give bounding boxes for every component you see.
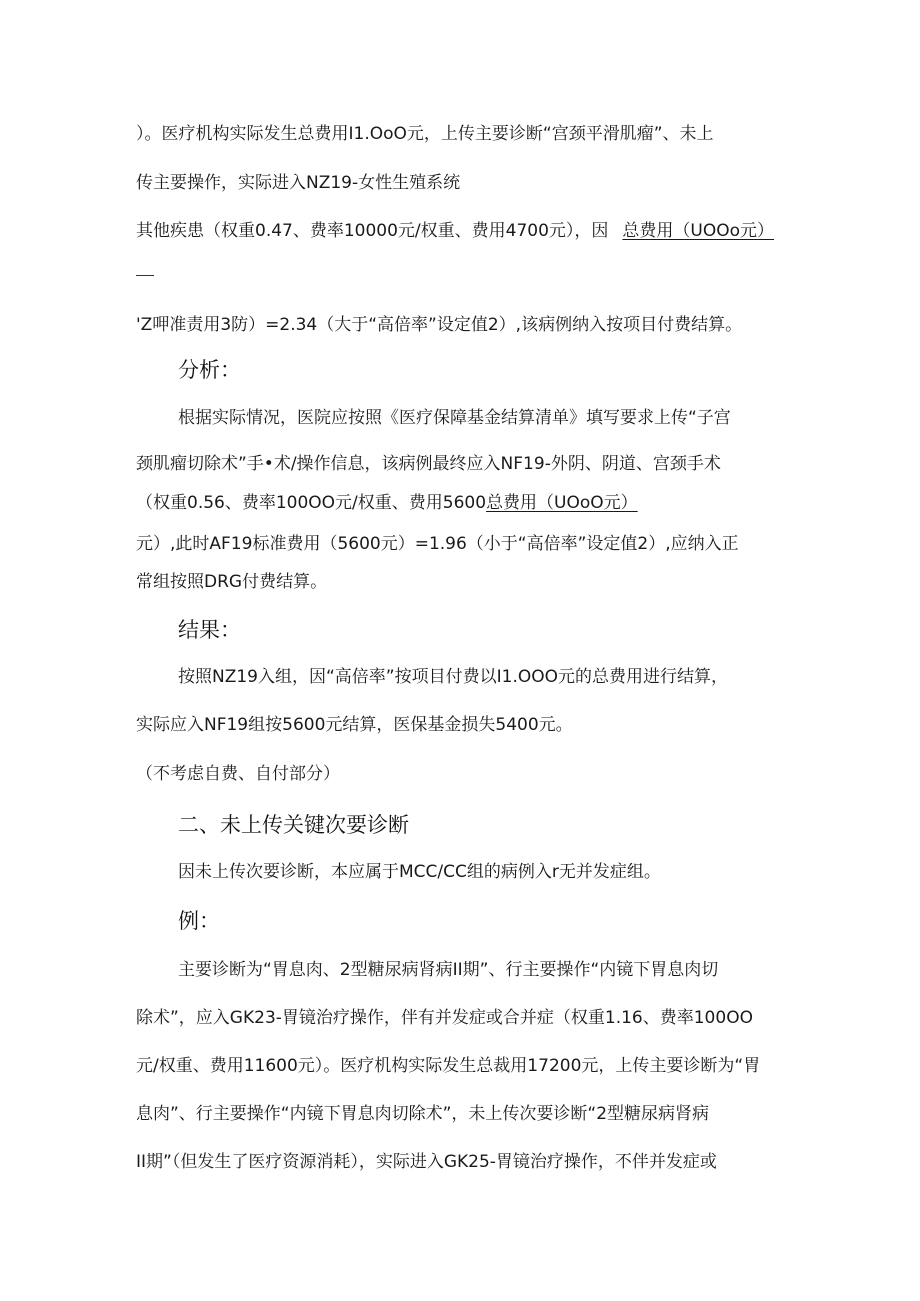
body-text-line: 根据实际情况，医院应按照《医疗保障基金结算清单》填写要求上传“子宫 <box>178 408 731 428</box>
body-text-line: 除术”，应入GK23-胃镜治疗操作，伴有并发症或合并症（权重1.16、费率100OO <box>136 1008 753 1028</box>
body-text-line <box>136 219 774 243</box>
fraction-numerator: 总费用（UOOo元） <box>622 221 775 241</box>
body-text-line: 传主要操作，实际进入NZ19-女性生殖系统 <box>136 173 461 193</box>
body-text-line: II期”（但发生了医疗资源消耗），实际进入GK25-胃镜治疗操作，不伴并发症或 <box>136 1152 717 1172</box>
fraction-numerator: 总费用（UOoO元） <box>486 493 638 513</box>
section-heading: 例： <box>178 909 220 933</box>
body-text: （权重0.56、费率100OO元/权重、费用5600 <box>136 493 487 513</box>
body-text-line: 实际应入NF19组按5600元结算，医保基金损失5400元。 <box>136 715 573 735</box>
body-text-line: 元/权重、费用11600元）。医疗机构实际发生总裁用17200元，上传主要诊断为“胃 <box>136 1056 761 1076</box>
section-heading: 结果： <box>178 618 241 642</box>
body-text-line: 常组按照DRG付费结算。 <box>136 572 328 592</box>
section-heading: 分析： <box>178 358 241 382</box>
body-text-line: 因未上传次要诊断，本应属于MCC/CC组的病例入r无并发症组。 <box>178 862 661 882</box>
body-text-line <box>136 491 638 515</box>
fraction-bar <box>136 275 154 276</box>
body-text-line: 元）,此时AF19标准费用（5600元）=1.96（小于“高倍率”设定值2）,应纳入正 <box>136 534 739 554</box>
body-text-line: 主要诊断为“胃息肉、2型糖尿病肾病II期”、行主要操作“内镜下胃息肉切 <box>178 960 719 980</box>
body-text-line: 按照NZ19入组，因“高倍率”按项目付费以I1.OOO元的总费用进行结算， <box>178 667 728 687</box>
body-text-line: 息肉”、行主要操作“内镜下胃息肉切除术”，未上传次要诊断“2型糖尿病肾病 <box>136 1104 710 1124</box>
body-text-line: 颈肌瘤切除术”手•术/操作信息，该病例最终应入NF19-外阴、阴道、宫颈手术 <box>136 454 721 474</box>
section-heading: 二、未上传关键次要诊断 <box>178 813 409 837</box>
body-text-line: 'Z呷准责用3防）=2.34（大于“高倍率”设定值2）,该病例纳入按项目付费结算。 <box>136 315 743 335</box>
body-text: 其他疾患（权重0.47、费率10000元/权重、费用4700元），因 <box>136 221 609 241</box>
body-text-line: （不考虑自费、自付部分） <box>136 764 340 784</box>
body-text-line: ）。医疗机构实际发生总费用I1.OoO元，上传主要诊断“宫颈平滑肌瘤”、未上 <box>136 124 714 144</box>
